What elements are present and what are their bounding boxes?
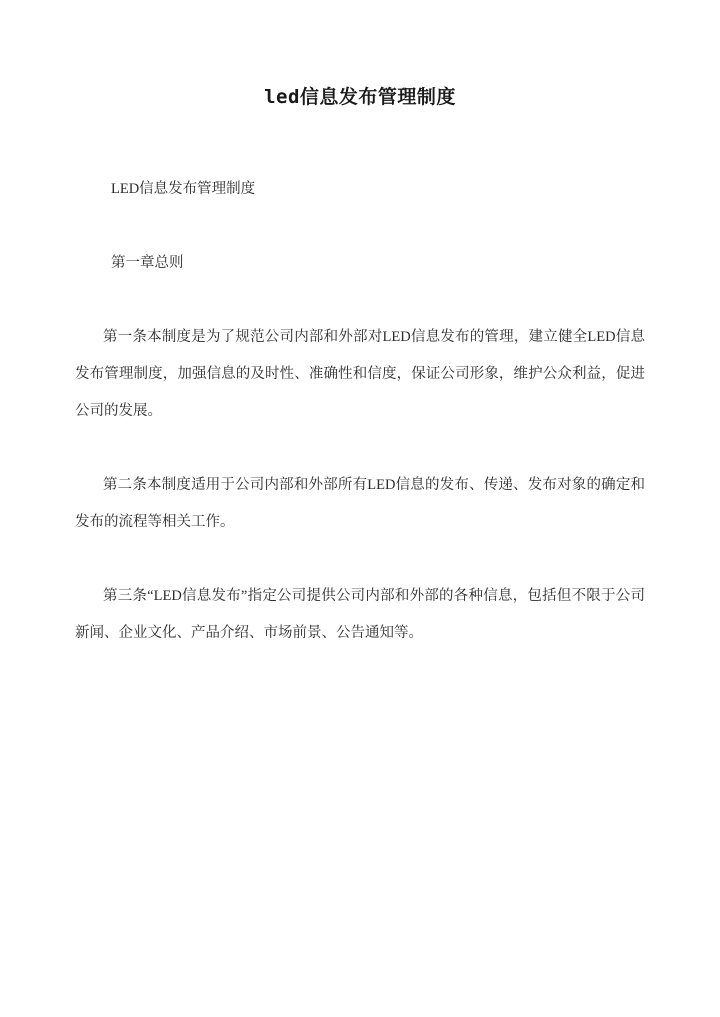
paragraph-article-three: 第三条“LED信息发布”指定公司提供公司内部和外部的各种信息，包括但不限于公司新闻、企业文化、产品介绍、市场前景、公告通知等。: [75, 588, 645, 641]
paragraph-chapter-one: 第一章总则: [111, 255, 184, 271]
paragraph-heading-line: LED信息发布管理制度: [111, 181, 256, 197]
paragraph-article-two: 第二条本制度适用于公司内部和外部所有LED信息的发布、传递、发布对象的确定和发布的流程等相关工作。: [75, 477, 645, 530]
page-title: led信息发布管理制度: [264, 86, 456, 108]
paragraph-article-one: 第一条本制度是为了规范公司内部和外部对LED信息发布的管理，建立健全LED信息发布管理制度，加强信息的及时性、准确性和信度，保证公司形象，维护公众利益，促进公司的发展。: [75, 329, 645, 419]
document-body: [75, 171, 645, 652]
